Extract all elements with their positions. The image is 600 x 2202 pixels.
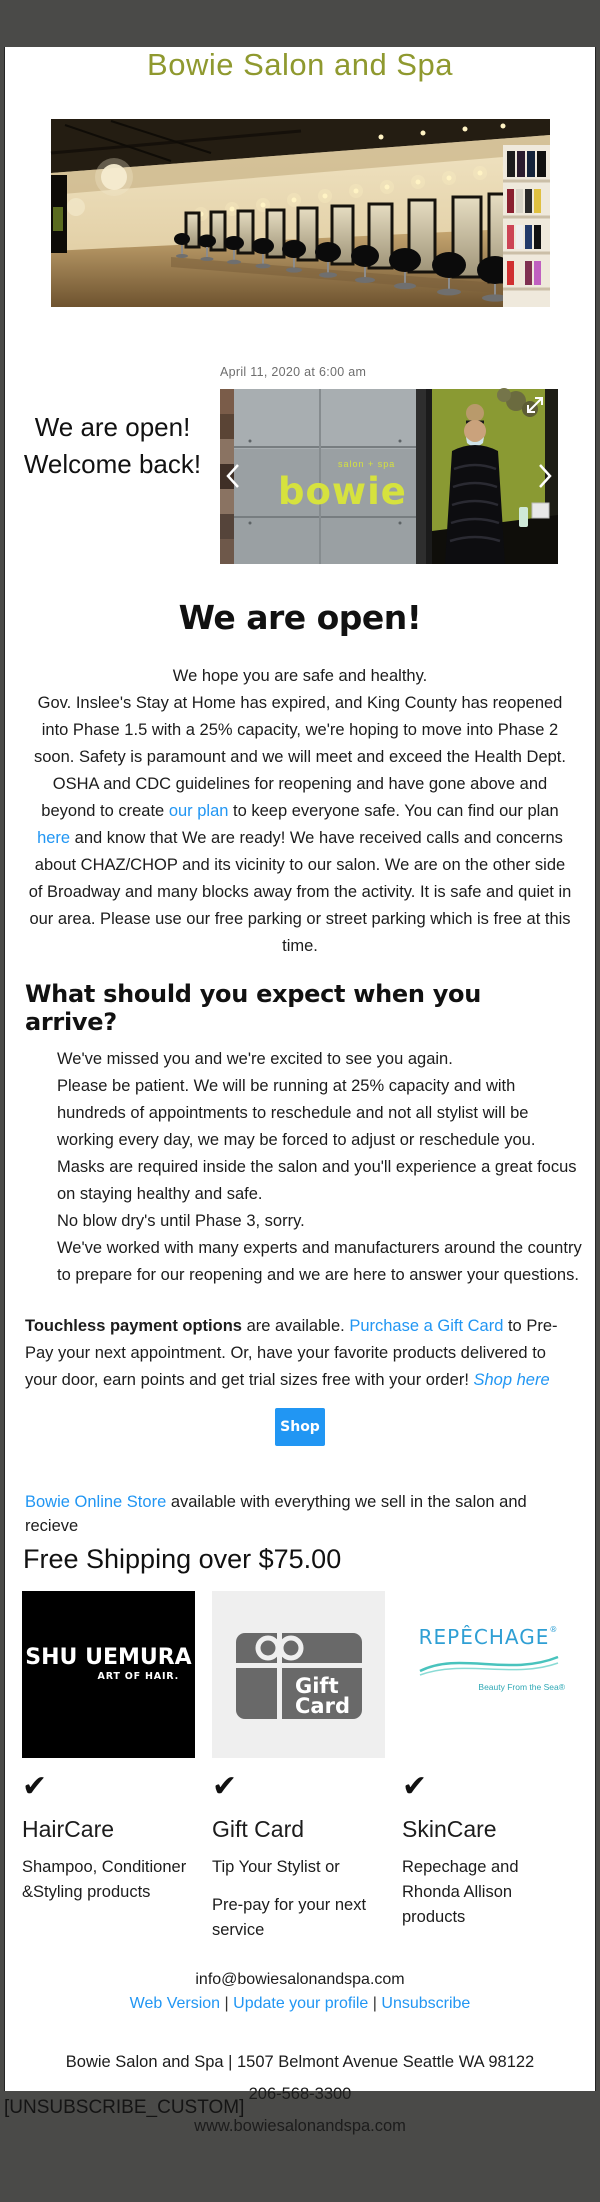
update-profile-link[interactable]: Update your profile <box>233 1995 369 2012</box>
salon-phone: 206-568-3300 <box>248 2085 352 2103</box>
checkmark-icon: ✔ <box>402 1770 428 1803</box>
link-separator: | <box>372 1995 377 2012</box>
product-column-haircare <box>22 1591 195 1943</box>
product-desc: Repechage and Rhonda Allison products <box>402 1858 519 1926</box>
list-item: We've missed you and we're excited to see you again. <box>57 1050 453 1068</box>
shu-uemura-logo: SHU UEMURA <box>25 1645 192 1670</box>
post-date: April 11, 2020 at 6:00 am <box>220 365 367 379</box>
store-banner <box>5 1490 595 1538</box>
gift-card-tile[interactable] <box>212 1591 385 1758</box>
welcome-section <box>5 365 595 564</box>
product-shelf <box>503 145 550 307</box>
product-desc: Pre-pay for your next service <box>212 1896 367 1939</box>
payment-paragraph <box>5 1313 595 1394</box>
page-title: Bowie Salon and Spa <box>147 47 453 82</box>
product-column-skincare <box>402 1591 575 1943</box>
checkmark-icon: ✔ <box>22 1770 48 1803</box>
unsubscribe-link[interactable]: Unsubscribe <box>381 1995 471 2012</box>
salon-website: www.bowiesalonandspa.com <box>194 2117 406 2135</box>
gift-card-label-line2: Card <box>294 1694 350 1718</box>
photo-carousel <box>220 365 558 564</box>
welcome-line-1: We are open! <box>34 412 191 442</box>
contact-email: info@bowiesalonandspa.com <box>195 1971 405 1988</box>
shop-here-link[interactable]: Shop here <box>473 1371 550 1389</box>
open-heading: We are open! <box>178 598 422 637</box>
list-item: We've worked with many experts and manufacturers around the country to prepare for our reopening and we are here to answer your questions. <box>57 1239 582 1284</box>
our-plan-link[interactable]: our plan <box>168 802 229 820</box>
list-item: No blow dry's until Phase 3, sorry. <box>57 1212 305 1230</box>
repechage-tagline: Beauty From the Sea® <box>478 1682 565 1692</box>
purchase-gift-card-link[interactable]: Purchase a Gift Card <box>349 1317 504 1335</box>
open-body-3: and know that We are ready! We have received calls and concerns about CHAZ/CHOP and its vicinity to our salon. We are on the other side of Broadway and many blocks away from the activity. It is safe and quiet in our area. Please use our free parking or street parking which is free at this time. <box>28 829 572 955</box>
repechage-logo: REPÊCHAGE® <box>418 1625 559 1649</box>
product-columns <box>5 1591 595 1943</box>
gift-card-label-line1: Gift <box>294 1674 339 1698</box>
online-store-link[interactable]: Bowie Online Store <box>25 1493 167 1511</box>
email-client-canvas <box>0 47 600 2202</box>
product-title: Gift Card <box>212 1816 305 1842</box>
open-body-2: to keep everyone safe. You can find our plan <box>228 802 559 820</box>
payment-text-1: are available. <box>241 1317 350 1335</box>
bowie-logo: bowie <box>278 470 407 513</box>
payment-text-2: to Pre-Pay your next appointment. Or, have your favorite products delivered to your door, earn points and get trial sizes free with your order! <box>25 1317 558 1389</box>
welcome-text <box>5 365 220 564</box>
shu-uemura-tile[interactable] <box>22 1591 195 1758</box>
open-intro: We hope you are safe and healthy. <box>172 667 428 685</box>
wave-icon <box>414 1649 564 1679</box>
link-separator: | <box>224 1995 229 2012</box>
registered-mark: ® <box>549 1625 559 1634</box>
repechage-tile[interactable] <box>402 1591 575 1758</box>
welcome-line-2: Welcome back! <box>23 449 202 479</box>
open-paragraph <box>28 663 573 960</box>
expect-list <box>57 1046 585 1289</box>
product-title: SkinCare <box>402 1816 497 1842</box>
web-version-link[interactable]: Web Version <box>129 1995 221 2012</box>
shop-button-row <box>5 1408 595 1446</box>
product-desc: Tip Your Stylist or <box>212 1858 340 1876</box>
footer-links <box>5 1995 595 2013</box>
checkmark-icon: ✔ <box>212 1770 238 1803</box>
list-item: Masks are required inside the salon and you'll experience a great focus on staying healthy and safe. <box>57 1158 577 1203</box>
shop-button[interactable]: Shop <box>275 1408 325 1446</box>
product-column-giftcard <box>212 1591 385 1943</box>
gift-card-icon <box>233 1617 365 1729</box>
store-banner-text: available with everything we sell in the salon and recieve <box>25 1493 527 1535</box>
carousel-photo[interactable] <box>220 389 558 564</box>
bowie-logo-tagline: salon + spa <box>338 459 396 469</box>
art-of-hair-text: ART OF HAIR. <box>97 1671 179 1682</box>
list-item: Please be patient. We will be running at 25% capacity and with hundreds of appointments to reschedule and not all stylist will be working every day, we may be forced to adjust or reschedule you. <box>57 1077 536 1149</box>
salon-address: Bowie Salon and Spa | 1507 Belmont Avenue Seattle WA 98122 <box>65 2053 535 2071</box>
product-title: HairCare <box>22 1816 115 1842</box>
expect-heading: What should you expect when you arrive? <box>25 980 482 1036</box>
product-desc: Shampoo, Conditioner &Styling products <box>22 1858 187 1901</box>
free-shipping-text: Free Shipping over $75.00 <box>23 1544 342 1574</box>
unsubscribe-token: [UNSUBSCRIBE_CUSTOM] <box>4 2097 245 2118</box>
salon-interior-photo <box>51 119 550 307</box>
payment-lead: Touchless payment options <box>25 1317 242 1335</box>
here-link[interactable]: here <box>37 829 71 847</box>
open-body-1: Gov. Inslee's Stay at Home has expired, and King County has reopened into Phase 1.5 with a 25% capacity, we're hoping to move into Phase 2 soon. Safety is paramount and we will meet and exceed the Health Dept. OSHA and CDC guidelines for reopening and have gone above and beyond to create <box>34 694 566 820</box>
